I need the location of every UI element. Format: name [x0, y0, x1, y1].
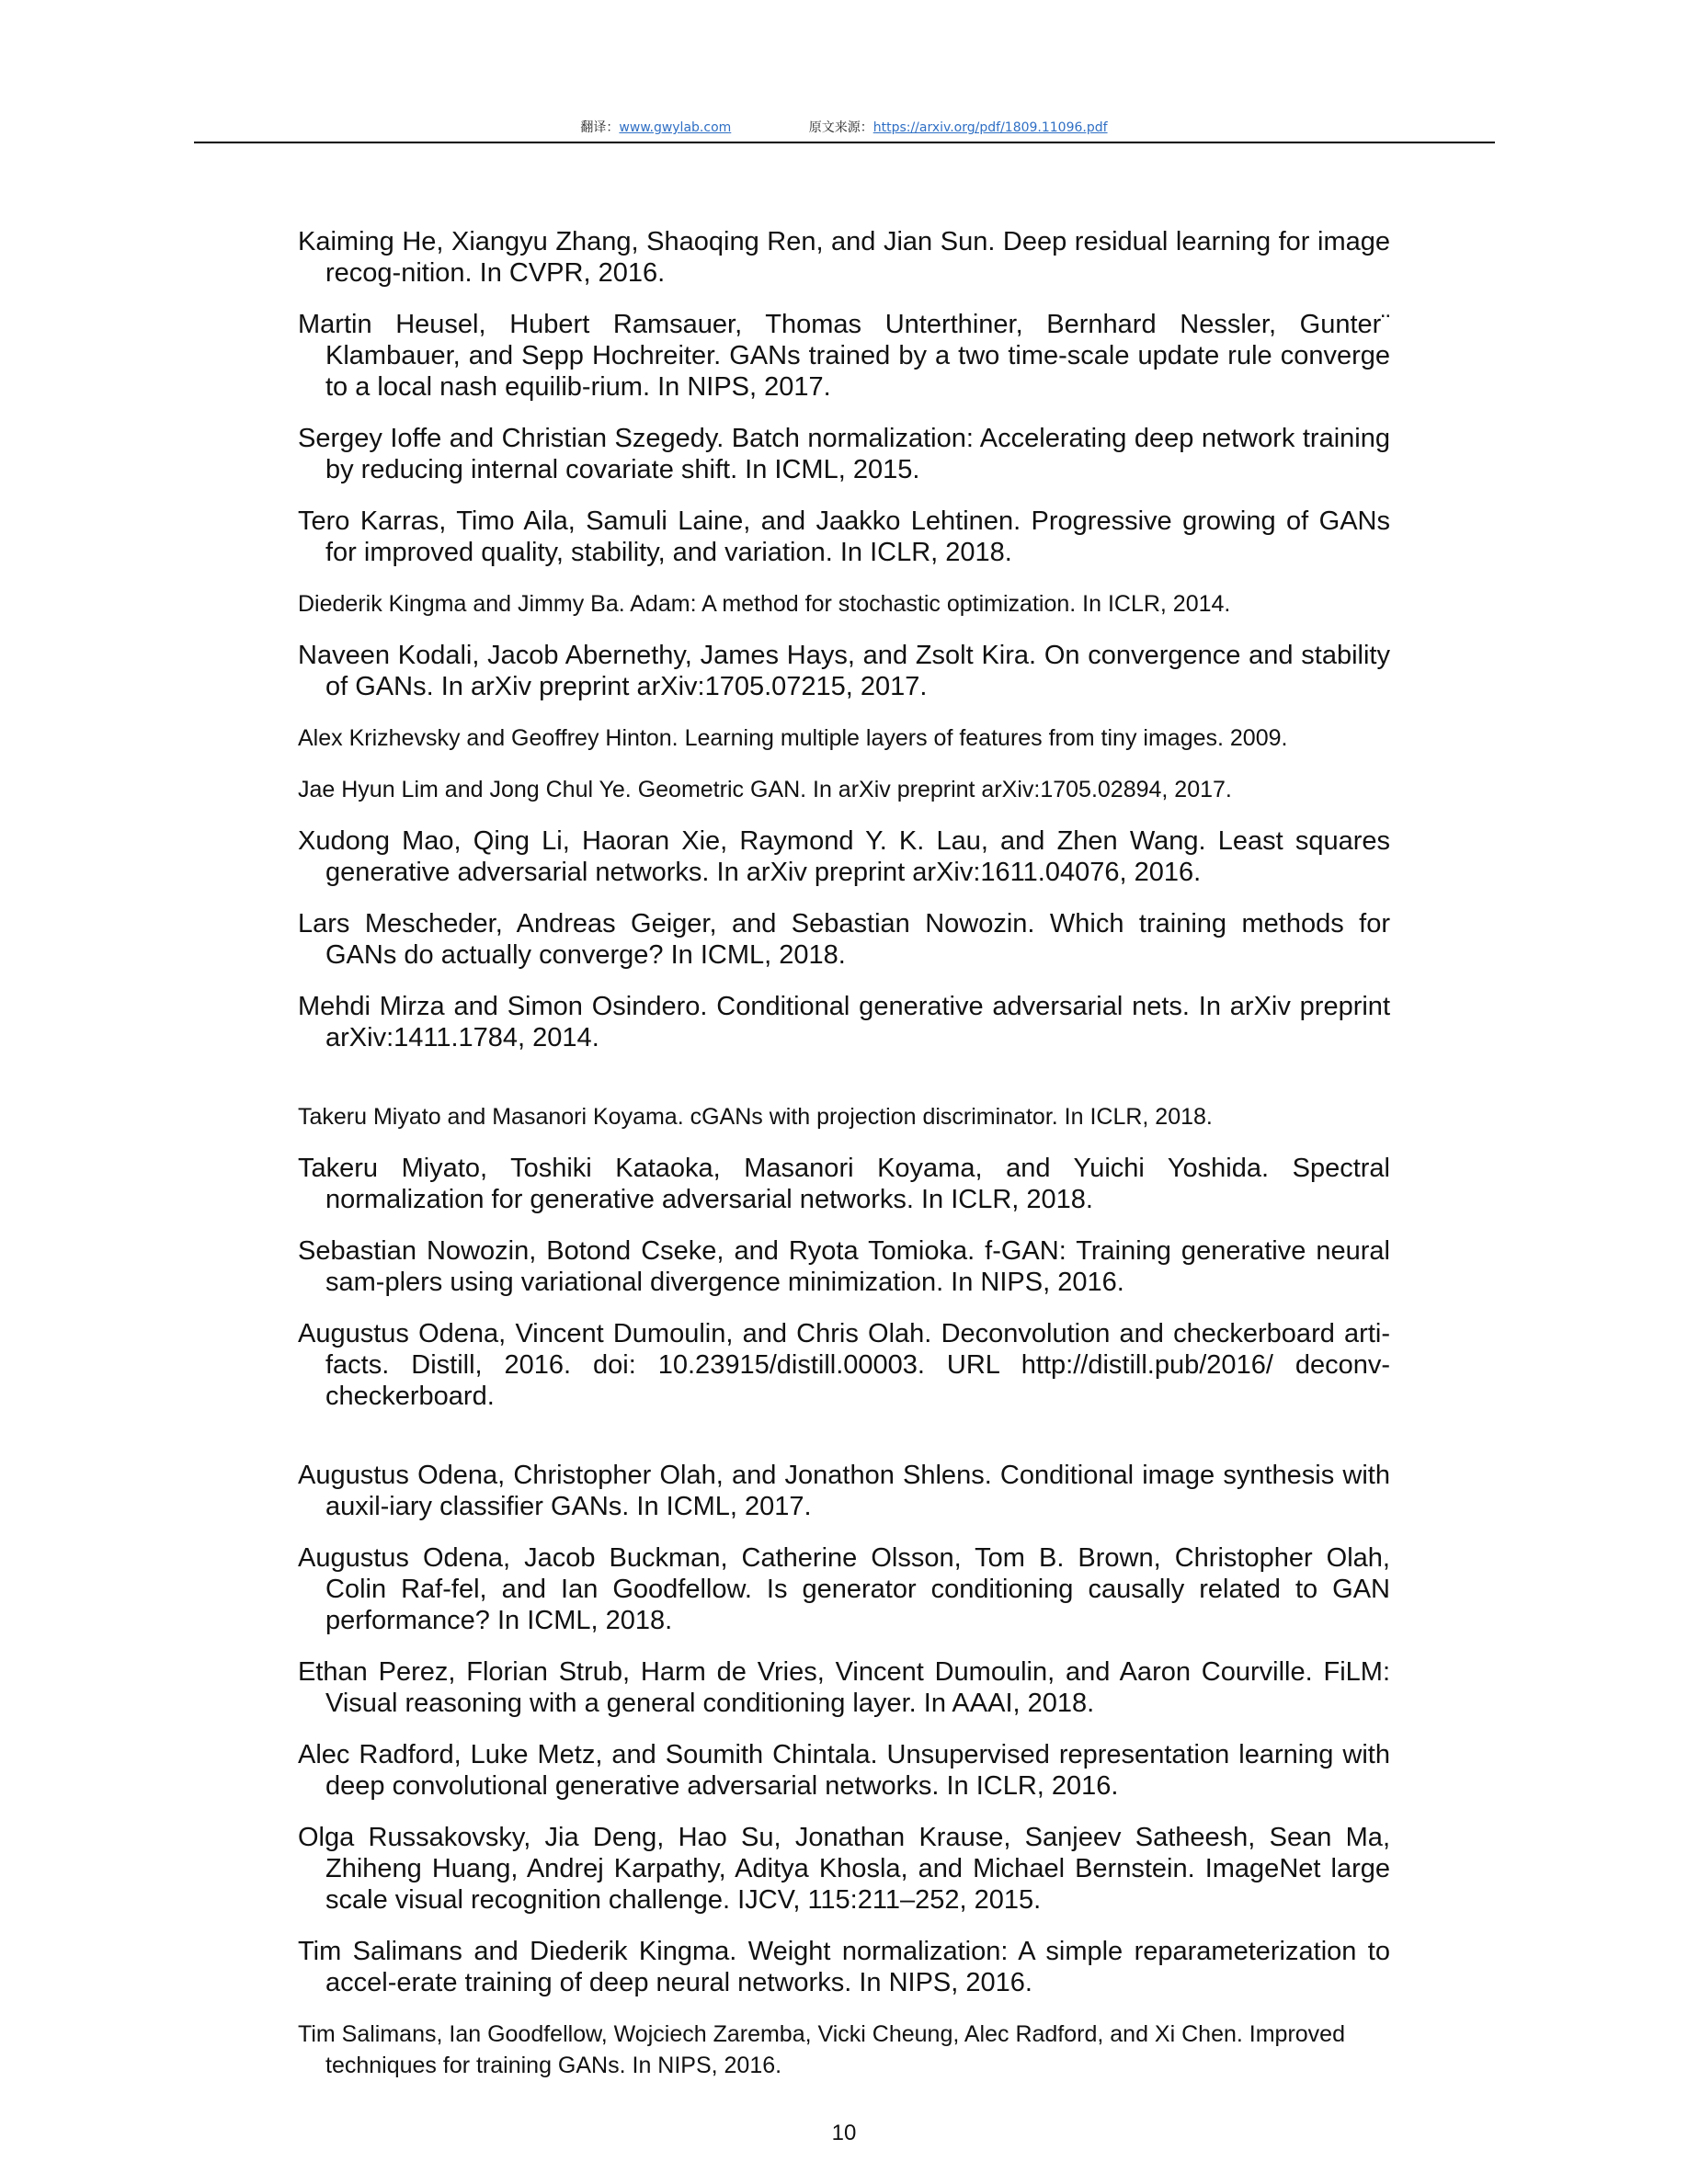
reference-item: Mehdi Mirza and Simon Osindero. Conditional generative adversarial nets. In arXiv preprint arXiv:1411.1784, 2014. — [298, 992, 1390, 1052]
reference-item: Diederik Kingma and Jimmy Ba. Adam: A method for stochastic optimization. In ICLR, 2014. — [298, 591, 1231, 617]
source-credit — [809, 118, 1108, 136]
translation-link[interactable]: www.gwylab.com — [619, 120, 732, 135]
source-link[interactable]: https://arxiv.org/pdf/1809.11096.pdf — [873, 120, 1108, 135]
reference-item: Tim Salimans, Ian Goodfellow, Wojciech Zaremba, Vicki Cheung, Alec Radford, and Xi Chen. Improved techniques for training GANs. In NIPS, 2016. — [298, 2021, 1345, 2078]
reference-item: Kaiming He, Xiangyu Zhang, Shaoqing Ren, and Jian Sun. Deep residual learning for image recog-nition. In CVPR, 2016. — [298, 227, 1390, 288]
translation-label: 翻译： — [580, 120, 620, 135]
header-divider — [194, 142, 1495, 143]
reference-item: Augustus Odena, Vincent Dumoulin, and Chris Olah. Deconvolution and checkerboard arti-facts. Distill, 2016. doi: 10.23915/distill.00003. URL http://distill.pub/2016/ deconv-checkerboard. — [298, 1319, 1390, 1411]
reference-item: Tim Salimans and Diederik Kingma. Weight normalization: A simple reparameterization to accel-erate training of deep neural networks. In NIPS, 2016. — [298, 1937, 1390, 1997]
page-header — [0, 118, 1688, 136]
reference-list — [298, 226, 1390, 2101]
reference-item: Sebastian Nowozin, Botond Cseke, and Ryota Tomioka. f-GAN: Training generative neural sam-plers using variational divergence minimization. In NIPS, 2016. — [298, 1236, 1390, 1297]
page-number: 10 — [831, 2121, 857, 2145]
source-label: 原文来源： — [808, 120, 873, 135]
reference-item: Naveen Kodali, Jacob Abernethy, James Hays, and Zsolt Kira. On convergence and stability of GANs. In arXiv preprint arXiv:1705.07215, 2017. — [298, 641, 1390, 701]
reference-item: Xudong Mao, Qing Li, Haoran Xie, Raymond Y. K. Lau, and Zhen Wang. Least squares generative adversarial networks. In arXiv preprint arXiv:1611.04076, 2016. — [298, 826, 1390, 887]
reference-item: Lars Mescheder, Andreas Geiger, and Sebastian Nowozin. Which training methods for GANs do actually converge? In ICML, 2018. — [298, 909, 1390, 970]
reference-item: Augustus Odena, Christopher Olah, and Jonathon Shlens. Conditional image synthesis with auxil-iary classifier GANs. In ICML, 2017. — [298, 1461, 1390, 1521]
reference-item: Alex Krizhevsky and Geoffrey Hinton. Learning multiple layers of features from tiny images. 2009. — [298, 725, 1288, 751]
reference-item: Tero Karras, Timo Aila, Samuli Laine, and Jaakko Lehtinen. Progressive growing of GANs for improved quality, stability, and variation. In ICLR, 2018. — [298, 506, 1390, 567]
reference-item: Takeru Miyato, Toshiki Kataoka, Masanori Koyama, and Yuichi Yoshida. Spectral normalization for generative adversarial networks. In ICLR, 2018. — [298, 1154, 1390, 1214]
reference-item: Martin Heusel, Hubert Ramsauer, Thomas Unterthiner, Bernhard Nessler, Gunter¨ Klambauer, and Sepp Hochreiter. GANs trained by a two time-scale update rule converge to a local nash equilib-rium. In NIPS, 2017. — [298, 310, 1390, 402]
reference-item: Olga Russakovsky, Jia Deng, Hao Su, Jonathan Krause, Sanjeev Satheesh, Sean Ma, Zhiheng Huang, Andrej Karpathy, Aditya Khosla, and Michael Bernstein. ImageNet large scale visual recognition challenge. IJCV, 115:211–252, 2015. — [298, 1823, 1390, 1915]
reference-item: Sergey Ioffe and Christian Szegedy. Batch normalization: Accelerating deep network training by reducing internal covariate shift. In ICML, 2015. — [298, 424, 1390, 484]
reference-item: Alec Radford, Luke Metz, and Soumith Chintala. Unsupervised representation learning with deep convolutional generative adversarial networks. In ICLR, 2016. — [298, 1740, 1390, 1801]
reference-item: Takeru Miyato and Masanori Koyama. cGANs with projection discriminator. In ICLR, 2018. — [298, 1104, 1213, 1130]
reference-item: Ethan Perez, Florian Strub, Harm de Vries, Vincent Dumoulin, and Aaron Courville. FiLM: Visual reasoning with a general conditioning layer. In AAAI, 2018. — [298, 1657, 1390, 1718]
reference-item: Augustus Odena, Jacob Buckman, Catherine Olsson, Tom B. Brown, Christopher Olah, Colin Raf-fel, and Ian Goodfellow. Is generator conditioning causally related to GAN performance? In ICML, 2018. — [298, 1543, 1390, 1635]
reference-item: Jae Hyun Lim and Jong Chul Ye. Geometric GAN. In arXiv preprint arXiv:1705.02894, 2017. — [298, 777, 1232, 802]
translation-credit — [580, 118, 731, 136]
